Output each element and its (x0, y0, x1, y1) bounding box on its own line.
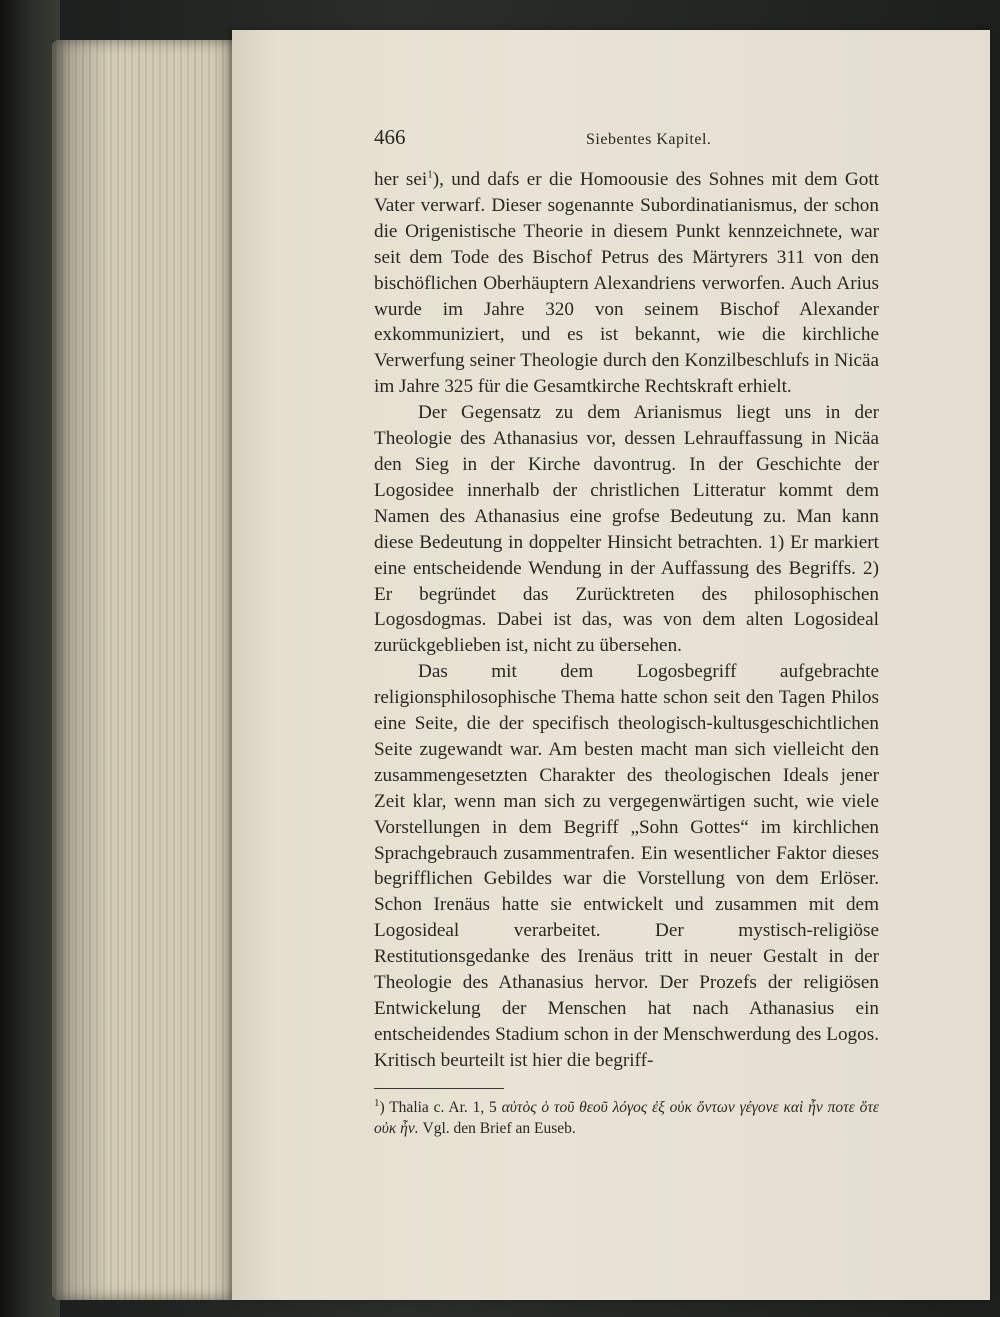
page-content (374, 125, 879, 1139)
paragraph-1-start: her sei (374, 169, 428, 190)
footnote (374, 1097, 879, 1139)
footnote-marker: 1 (374, 1096, 380, 1109)
book-cover (0, 0, 60, 1317)
body-text (374, 167, 879, 1074)
footnote-intro: ) Thalia c. Ar. 1, 5 (379, 1098, 497, 1116)
running-head (374, 125, 879, 151)
paragraph-2: Der Gegensatz zu dem Arianismus liegt uns in der Theologie des Athanasius vor, dessen Lehrauffassung in Nicäa den Sieg in der Kirche davontrug. In der Geschichte der Logosidee innerhalb der christlichen Litteratur kommt dem Namen des Athanasius eine grofse Bedeutung zu. Man kann diese Bedeutung in doppelter Hinsicht betrachten. 1) Er markiert eine entscheidende Wendung in der Auffassung des Begriffs. 2) Er begründet das Zurücktreten des philosophischen Logosdogmas. Dabei ist das, was von dem alten Logosideal zurückgeblieben ist, nicht zu übersehen. (374, 402, 879, 657)
footnote-divider (374, 1088, 504, 1089)
footnote-reference: 1 (427, 168, 433, 181)
footnote-greek-quote: αὐτὸς ὁ τοῦ θεοῦ λόγος ἐξ οὐκ ὄντων γέγονε καὶ ἦν ποτε ὅτε οὐκ ἦν. (374, 1098, 879, 1137)
page-edges (52, 40, 242, 1300)
paragraph-1-rest: ), und dafs er die Homoousie des Sohnes mit dem Gott Vater verwarf. Dieser sogenannte Subordinatianismus, der schon die Origenistische Theorie in diesem Punkt kennzeichnete, war seit dem Tode des Bischof Petrus des Märtyrers 311 von den bischöflichen Oberhäuptern Alexandriens verworfen. Auch Arius wurde im Jahre 320 von seinem Bischof Alexander exkommuniziert, und es ist bekannt, wie die kirchliche Verwerfung seiner Theologie durch den Konzilbeschlufs in Nicäa im Jahre 325 für die Gesamtkirche Rechtskraft erhielt. (374, 169, 879, 398)
footnote-reference-text: Vgl. den Brief an Euseb. (422, 1119, 576, 1137)
paragraph-1 (374, 167, 879, 400)
page-number: 466 (374, 125, 406, 149)
book-page (232, 30, 990, 1300)
paragraph-3: Das mit dem Logosbegriff aufgebrachte religionsphilosophische Thema hatte schon seit den Tagen Philos eine Seite, die der specifisch theologisch-kultusgeschichtlichen Seite zugewandt war. Am besten macht man sich vielleicht den zusammengesetzten Charakter des theologischen Ideals jener Zeit klar, wenn man sich zu vergegenwärtigen sucht, wie viele Vorstellungen in dem Begriff „Sohn Gottes“ im kirchlichen Sprachgebrauch zusammentrafen. Ein wesentlicher Faktor dieses begrifflichen Gebildes war die Vorstellung von dem Erlöser. Schon Irenäus hatte sie entwickelt und zusammen mit dem Logosideal verarbeitet. Der mystisch-religiöse Restitutionsgedanke des Irenäus tritt in neuer Gestalt in der Theologie des Athanasius hervor. Der Prozefs der religiösen Entwickelung der Menschen hat nach Athanasius ein entscheidendes Stadium schon in der Menschwerdung des Logos. Kritisch beurteilt ist hier die begriff- (374, 661, 879, 1071)
chapter-title: Siebentes Kapitel. (586, 131, 712, 148)
